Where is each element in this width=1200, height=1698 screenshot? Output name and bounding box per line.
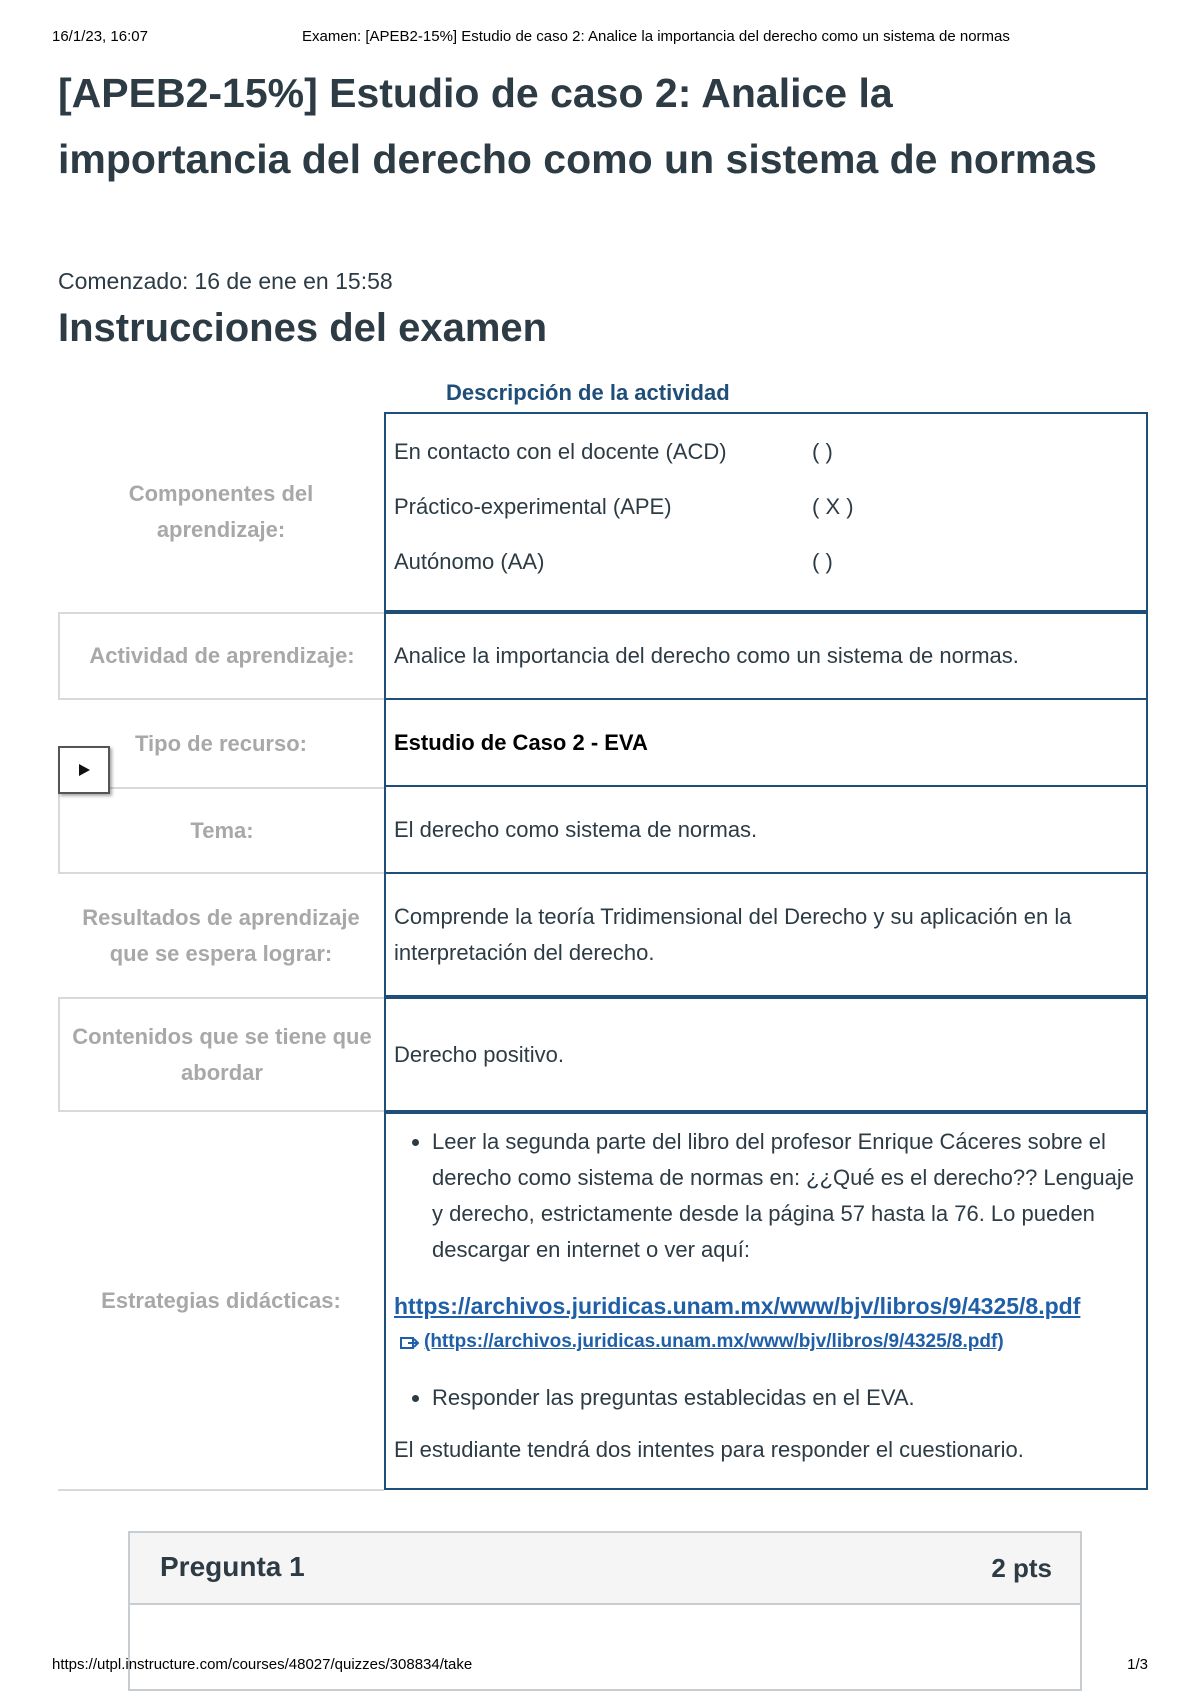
question-title: Pregunta 1 (160, 1551, 305, 1582)
activity-value: Analice la importancia del derecho como un sistema de normas. (384, 612, 1148, 700)
started-label: Comenzado: (58, 268, 189, 294)
print-date: 16/1/23, 16:07 (52, 28, 148, 45)
component-name: En contacto con el docente (ACD) (394, 439, 727, 464)
external-link-icon (400, 1335, 420, 1349)
list-item (394, 544, 1138, 599)
strategies-cell (384, 1112, 1148, 1490)
contents-label: Contenidos que se tiene que abordar (58, 997, 384, 1112)
question-header (130, 1533, 1080, 1605)
table-caption: Descripción de la actividad (446, 380, 730, 405)
results-label: Resultados de aprendizaje que se espera lograr: (82, 904, 360, 966)
component-mark: ( X ) (812, 494, 854, 519)
table-row (58, 412, 1148, 612)
pdf-link-external-text: (https://archivos.juridicas.unam.mx/www/bjv/libros/9/4325/8.pdf) (424, 1331, 1004, 1352)
activity-label: Actividad de aprendizaje: (58, 612, 384, 700)
components-cell (384, 412, 1148, 612)
component-mark: ( ) (812, 439, 833, 464)
topic-value: El derecho como sistema de normas. (384, 787, 1148, 874)
list-item: • Responder las preguntas establecidas en el EVA. (432, 1380, 1138, 1416)
page-number: 1/3 (1127, 1656, 1148, 1673)
strategies-label: Estrategias didácticas: (101, 1288, 341, 1313)
components-label: Componentes del aprendizaje: (128, 481, 314, 542)
component-mark: ( ) (812, 549, 833, 574)
table-row (58, 787, 1148, 874)
contents-value: Derecho positivo. (384, 997, 1148, 1112)
attempts-note: El estudiante tendrá dos intentes para responder el cuestionario. (394, 1437, 1024, 1462)
pdf-link-external[interactable] (400, 1324, 1138, 1360)
instructions-heading: Instrucciones del examen (58, 306, 548, 350)
list-item: • Leer la segunda parte del libro del profesor Enrique Cáceres sobre el derecho como sistema de normas en: ¿¿Qué es el derecho?? Lenguaje y derecho, estrictamente desde la página 57 hasta la 76. Lo pueden descargar en internet o ver aquí: (432, 1124, 1138, 1268)
resource-label: Tipo de recurso: (135, 730, 307, 756)
table-bottom-rule (58, 1489, 384, 1491)
table-row (58, 997, 1148, 1112)
started-info (58, 268, 399, 295)
topic-label: Tema: (58, 787, 384, 874)
table-row (58, 874, 1148, 997)
play-icon (77, 763, 91, 777)
strategy-list (394, 1124, 1138, 1268)
print-header (52, 28, 1148, 48)
page-title: [APEB2-15%] Estudio de caso 2: Analice la importancia del derecho como un sistema de normas (58, 70, 1097, 182)
table-row (58, 1112, 1148, 1490)
table-row (58, 612, 1148, 700)
print-url: https://utpl.instructure.com/courses/48027/quizzes/308834/take (52, 1656, 473, 1673)
print-doc-title: Examen: [APEB2-15%] Estudio de caso 2: Analice la importancia del derecho como un sistema de normas (302, 28, 1010, 45)
component-name: Autónomo (AA) (394, 549, 545, 574)
play-button[interactable] (58, 746, 110, 794)
resource-value-text: Estudio de Caso 2 - EVA (394, 729, 648, 755)
print-footer (52, 1656, 1148, 1676)
results-value: Comprende la teoría Tridimensional del Derecho y su aplicación en la interpretación del derecho. (384, 874, 1148, 997)
list-item (394, 489, 1138, 544)
table-row (58, 700, 1148, 787)
list-item (394, 434, 1138, 489)
strategy-list-2 (394, 1380, 1138, 1416)
pdf-link[interactable]: https://archivos.juridicas.unam.mx/www/bjv/libros/9/4325/8.pdf (394, 1293, 1081, 1319)
resource-value (384, 700, 1148, 787)
component-name: Práctico-experimental (APE) (394, 494, 672, 519)
question-points: 2 pts (991, 1553, 1052, 1583)
started-value: 16 de ene en 15:58 (194, 268, 393, 294)
